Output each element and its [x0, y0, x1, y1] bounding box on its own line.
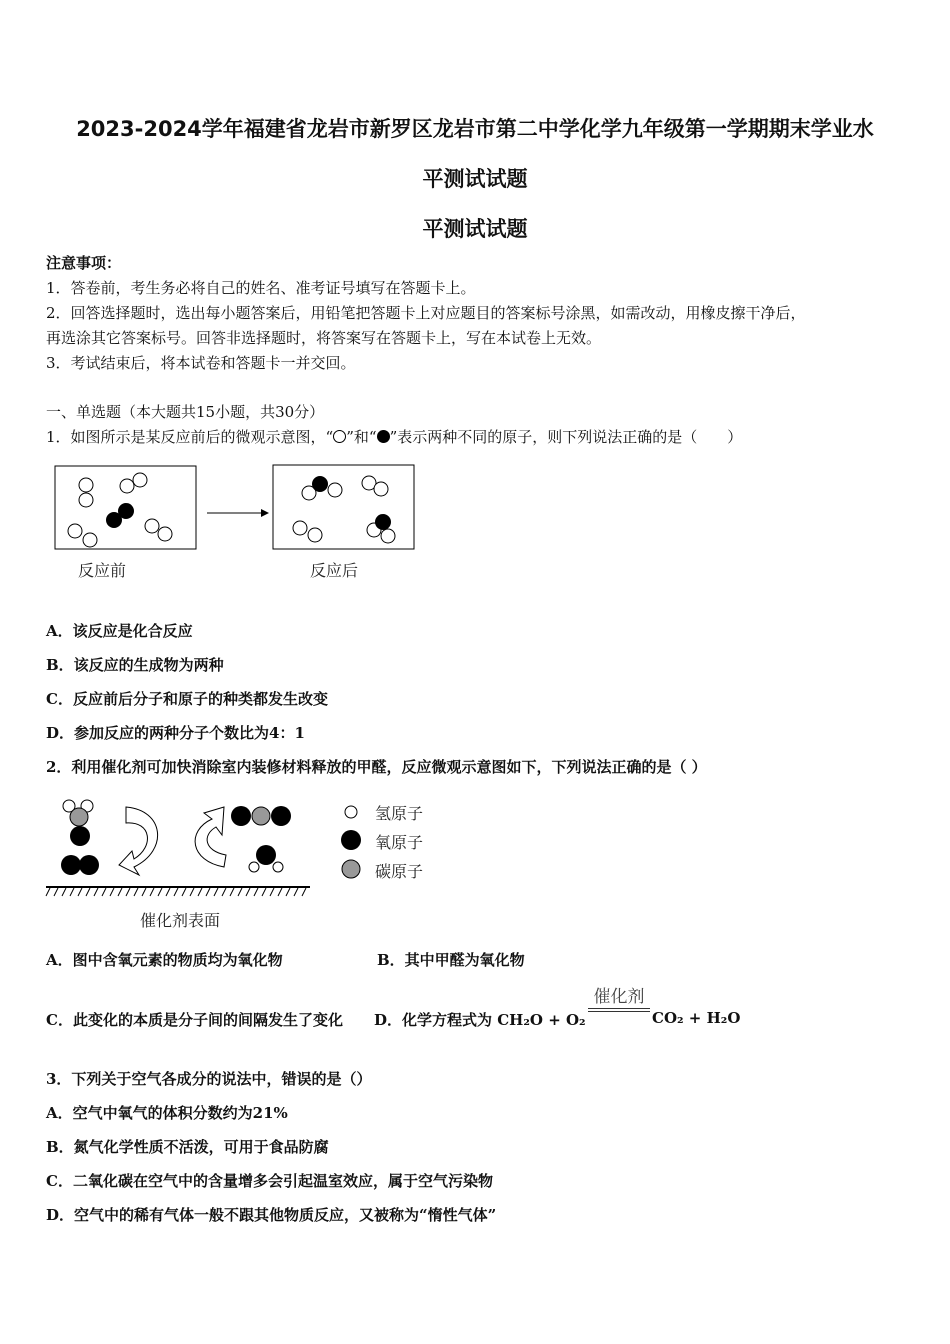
q3-option-c: C．二氧化碳在空气中的含量增多会引起温室效应，属于空气污染物 — [46, 1172, 493, 1190]
notice-item: 3．考试结束后，将本试卷和答题卡一并交回。 — [46, 354, 356, 372]
legend-hydrogen-icon — [345, 806, 357, 818]
notice-heading: 注意事项： — [46, 254, 122, 272]
q1-option-a: A．该反应是化合反应 — [46, 622, 193, 640]
q1-option-b: B．该反应的生成物为两种 — [46, 656, 224, 674]
curved-arrow-icon — [119, 807, 158, 875]
white-atom-icon — [333, 430, 346, 443]
q3-option-b: B．氮气化学性质不活泼，可用于食品防腐 — [46, 1138, 329, 1156]
q2-option-a: A．图中含氧元素的物质均为氧化物 — [46, 951, 283, 969]
q3-option-d: D．空气中的稀有气体一般不跟其他物质反应，又被称为“惰性气体” — [46, 1206, 497, 1224]
q1-option-d: D．参加反应的两种分子个数比为4：1 — [46, 724, 305, 742]
equals-sign — [588, 1008, 650, 1012]
notice-item: 再选涂其它答案标号。回答非选择题时，将答案写在答题卡上，写在本试卷上无效。 — [46, 329, 602, 347]
q3-option-a: A．空气中氧气的体积分数约为21% — [46, 1104, 288, 1122]
notice-item: 2．回答选择题时，选出每小题答案后，用铅笔把答题卡上对应题目的答案标号涂黑，如需改动，用橡皮擦干净后， — [46, 304, 806, 322]
section-heading: 一、单选题（本大题共15小题，共30分） — [46, 403, 325, 421]
q1-option-c: C．反应前后分子和原子的种类都发生改变 — [46, 690, 328, 708]
legend-hydrogen-label: 氢原子 — [375, 804, 424, 823]
q2-option-c: C．此变化的本质是分子间的间隔发生了变化 — [46, 1011, 343, 1029]
legend-carbon-icon — [342, 860, 360, 878]
q2-option-b: B．其中甲醛为氧化物 — [377, 951, 525, 969]
label-before: 反应前 — [78, 561, 127, 580]
notice-item: 1．答卷前，考生务必将自己的姓名、准考证号填写在答题卡上。 — [46, 279, 476, 297]
q2-option-d: D．化学方程式为 CH₂O + O₂ — [374, 1011, 586, 1029]
question-1-stem: 1．如图所示是某反应前后的微观示意图，“ ”和“ ”表示两种不同的原子，则下列说法正确的是（ ） — [46, 428, 743, 446]
document-title-line-2: 平测试试题 — [422, 167, 528, 191]
curved-arrow-icon — [195, 807, 226, 867]
black-atom-icon — [377, 430, 390, 443]
q2-option-d-products: CO₂ + H₂O — [652, 1009, 741, 1027]
question-3-stem: 3．下列关于空气各成分的说法中，错误的是（） — [46, 1070, 372, 1088]
catalyst-condition — [588, 982, 650, 1012]
legend-oxygen-label: 氧原子 — [375, 833, 424, 852]
document-title-line-1: 2023-2024学年福建省龙岩市新罗区龙岩市第二中学化学九年级第一学期期末学业水 — [76, 117, 874, 141]
catalyst-label: 催化剂 — [593, 987, 645, 1007]
legend-oxygen-icon — [341, 830, 361, 850]
question-2-stem: 2．利用催化剂可加快消除室内装修材料释放的甲醛，反应微观示意图如下，下列说法正确的是（ ） — [46, 758, 707, 776]
label-after: 反应后 — [310, 561, 359, 580]
catalyst-surface-label: 催化剂表面 — [140, 911, 221, 930]
document-title-line-3: 平测试试题 — [422, 217, 528, 241]
legend-carbon-label: 碳原子 — [375, 862, 424, 881]
